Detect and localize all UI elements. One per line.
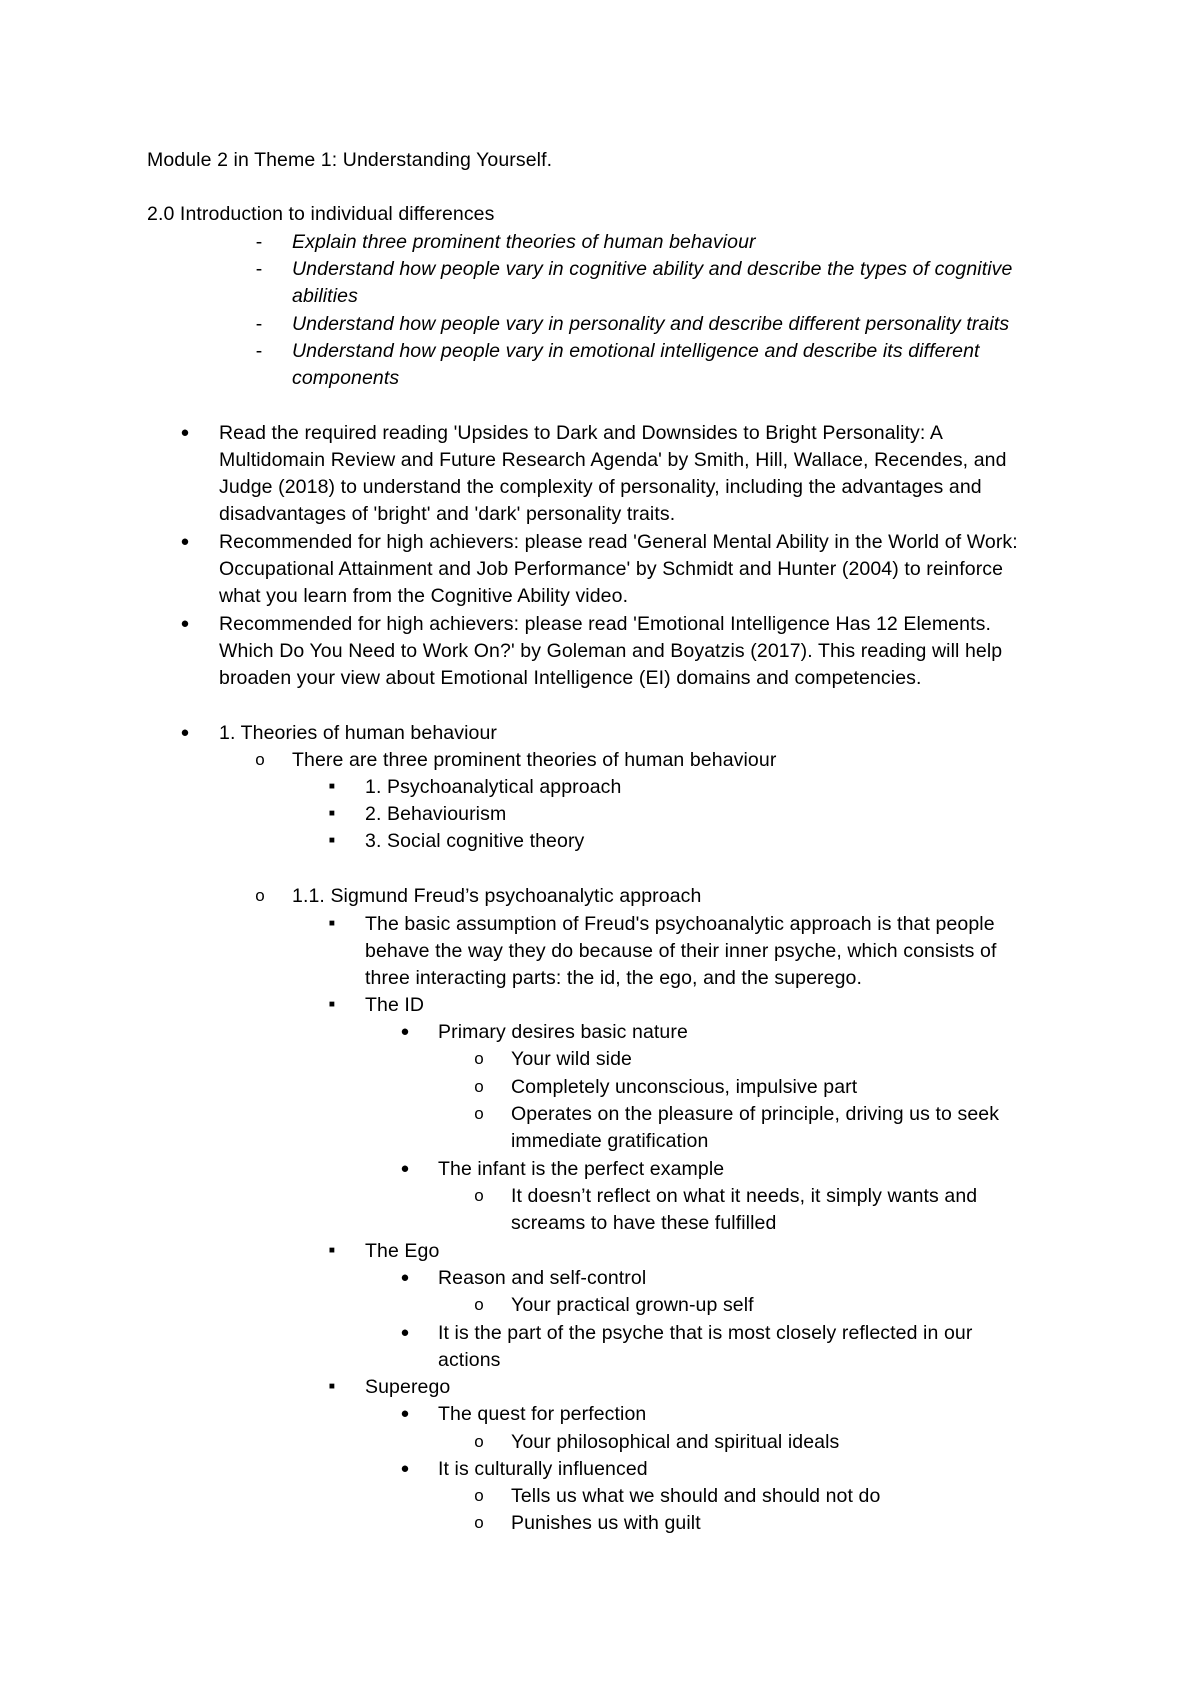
objective-line: abilities [292, 285, 358, 307]
dash-marker: - [255, 340, 263, 362]
reading-line: Multidomain Review and Future Research Agenda' by Smith, Hill, Wallace, Recendes, and [219, 449, 1007, 471]
reading-line: Read the required reading 'Upsides to Dark and Downsides to Bright Personality: A [219, 422, 943, 444]
superego-culture-item: Punishes us with guilt [511, 1512, 701, 1534]
bullet-circle-marker: o [474, 1295, 484, 1314]
bullet-disc-marker: ● [400, 1023, 410, 1040]
bullet-square-marker: ■ [328, 835, 336, 846]
superego-culture: It is culturally influenced [438, 1458, 648, 1480]
reading-line: Recommended for high achievers: please read 'General Mental Ability in the World of Work: [219, 531, 1018, 553]
bullet-circle-marker: o [474, 1432, 484, 1451]
id-desire-item: Operates on the pleasure of principle, driving us to seek [511, 1103, 1000, 1125]
reading-line: Which Do You Need to Work On?' by Goleman and Boyatzis (2017). This reading will help [219, 640, 1003, 662]
bullet-disc-marker: ● [400, 1269, 410, 1286]
id-label: The ID [365, 994, 425, 1016]
bullet-disc-marker: ● [180, 424, 190, 441]
superego-quest-item: Your philosophical and spiritual ideals [511, 1431, 840, 1453]
freud-assumption-line: behave the way they do because of their inner psyche, which consists of [365, 940, 997, 962]
bullet-circle-marker: o [255, 886, 265, 905]
bullet-circle-marker: o [474, 1104, 484, 1123]
theories-intro: There are three prominent theories of human behaviour [292, 749, 777, 771]
bullet-circle-marker: o [474, 1077, 484, 1096]
id-desires: Primary desires basic nature [438, 1021, 688, 1043]
bullet-circle-marker: o [474, 1513, 484, 1532]
objective-line: Understand how people vary in emotional intelligence and describe its different [292, 340, 980, 362]
bullet-square-marker: ■ [328, 999, 336, 1010]
bullet-disc-marker: ● [180, 724, 190, 741]
theory-item: 3. Social cognitive theory [365, 830, 585, 852]
dash-marker: - [255, 313, 263, 335]
reading-line: disadvantages of 'bright' and 'dark' personality traits. [219, 503, 676, 525]
theory-item: 1. Psychoanalytical approach [365, 776, 622, 798]
theories-heading: 1. Theories of human behaviour [219, 722, 497, 744]
ego-label: The Ego [365, 1240, 440, 1262]
document-title: Module 2 in Theme 1: Understanding Yourself. [147, 149, 553, 171]
id-desire-item: Completely unconscious, impulsive part [511, 1076, 858, 1098]
freud-assumption-line: The basic assumption of Freud's psychoanalytic approach is that people [365, 913, 995, 935]
bullet-circle-marker: o [255, 750, 265, 769]
bullet-disc-marker: ● [400, 1160, 410, 1177]
ego-reason-item: Your practical grown-up self [511, 1294, 754, 1316]
reading-line: broaden your view about Emotional Intelligence (EI) domains and competencies. [219, 667, 922, 689]
bullet-circle-marker: o [474, 1049, 484, 1068]
section-heading: 2.0 Introduction to individual differences [147, 203, 495, 225]
bullet-disc-marker: ● [400, 1324, 410, 1341]
id-desire-item: Your wild side [511, 1048, 632, 1070]
dash-marker: - [255, 231, 263, 253]
bullet-square-marker: ■ [328, 918, 336, 929]
bullet-circle-marker: o [474, 1486, 484, 1505]
bullet-disc-marker: ● [180, 533, 190, 550]
freud-heading: 1.1. Sigmund Freud’s psychoanalytic approach [292, 885, 702, 907]
ego-reason: Reason and self-control [438, 1267, 647, 1289]
id-infant-item: screams to have these fulfilled [511, 1212, 777, 1234]
bullet-square-marker: ■ [328, 1381, 336, 1392]
reading-line: Judge (2018) to understand the complexity of personality, including the advantages and [219, 476, 982, 498]
objective-line: Explain three prominent theories of human behaviour [292, 231, 756, 253]
bullet-circle-marker: o [474, 1186, 484, 1205]
reading-line: Recommended for high achievers: please read 'Emotional Intelligence Has 12 Elements. [219, 613, 991, 635]
bullet-square-marker: ■ [328, 781, 336, 792]
ego-actions-line: It is the part of the psyche that is most closely reflected in our [438, 1322, 973, 1344]
reading-line: what you learn from the Cognitive Ability video. [219, 585, 629, 607]
dash-marker: - [255, 258, 263, 280]
bullet-disc-marker: ● [180, 615, 190, 632]
ego-actions-line: actions [438, 1349, 501, 1371]
bullet-square-marker: ■ [328, 808, 336, 819]
freud-assumption-line: three interacting parts: the id, the ego, and the superego. [365, 967, 862, 989]
id-infant: The infant is the perfect example [438, 1158, 725, 1180]
bullet-disc-marker: ● [400, 1405, 410, 1422]
reading-line: Occupational Attainment and Job Performance' by Schmidt and Hunter (2004) to reinforce [219, 558, 1004, 580]
bullet-disc-marker: ● [400, 1460, 410, 1477]
superego-label: Superego [365, 1376, 451, 1398]
id-infant-item: It doesn’t reflect on what it needs, it simply wants and [511, 1185, 978, 1207]
superego-quest: The quest for perfection [438, 1403, 647, 1425]
id-desire-item: immediate gratification [511, 1130, 709, 1152]
objective-line: Understand how people vary in personality and describe different personality traits [292, 313, 1010, 335]
superego-culture-item: Tells us what we should and should not do [511, 1485, 881, 1507]
objective-line: components [292, 367, 400, 389]
theory-item: 2. Behaviourism [365, 803, 507, 825]
objective-line: Understand how people vary in cognitive ability and describe the types of cognitive [292, 258, 1013, 280]
bullet-square-marker: ■ [328, 1245, 336, 1256]
